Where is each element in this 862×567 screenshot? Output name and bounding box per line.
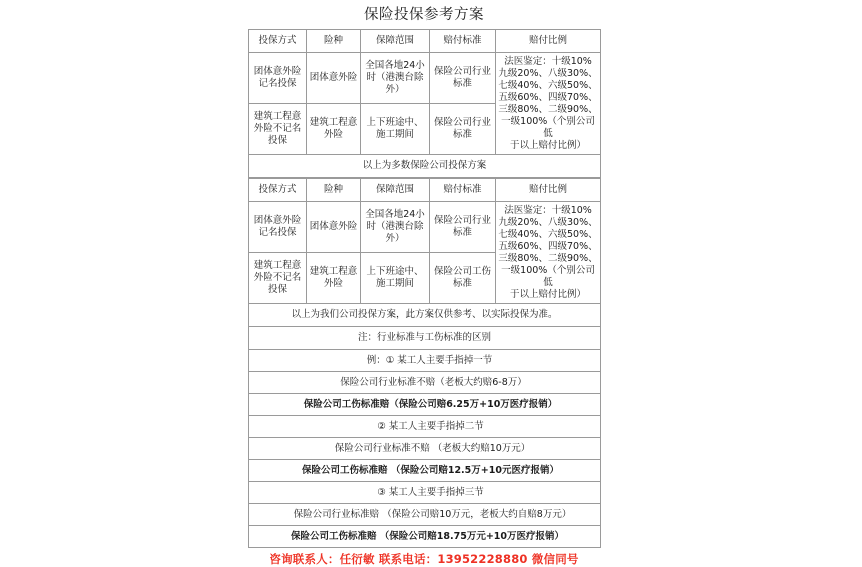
cell-insurance-type: 建筑工程意外险 bbox=[307, 253, 361, 304]
page-title: 保险投保参考方案 bbox=[364, 7, 484, 23]
example-text: 保险公司工伤标准赔（保险公司赔6.25万+10万医疗报销） bbox=[249, 394, 601, 416]
ratio-line: 七级40%、六级50%、 bbox=[498, 228, 598, 240]
example-text: 保险公司行业标准赔 （保险公司赔10万元，老板大约自赔8万元） bbox=[249, 504, 601, 526]
example-text: 例：① 某工人主要手指掉一节 bbox=[249, 350, 601, 372]
cell-coverage: 全国各地24小时（港澳台除外） bbox=[361, 202, 430, 253]
th-coverage: 保障范围 bbox=[361, 30, 430, 53]
insurance-plan-table-two bbox=[248, 178, 601, 548]
table-row bbox=[249, 53, 601, 104]
cell-method: 团体意外险记名投保 bbox=[249, 53, 307, 104]
ratio-line: 三级80%、二级90%、 bbox=[498, 103, 598, 115]
cell-method: 建筑工程意外险不记名投保 bbox=[249, 104, 307, 155]
note-row-one bbox=[249, 155, 601, 178]
ratio-line: 九级20%、八级30%、 bbox=[498, 216, 598, 228]
th-standard: 赔付标准 bbox=[430, 179, 496, 202]
th-method: 投保方式 bbox=[249, 30, 307, 53]
example-row bbox=[249, 460, 601, 482]
example-row bbox=[249, 372, 601, 394]
example-text: 保险公司行业标准不赔（老板大约赔6-8万） bbox=[249, 372, 601, 394]
ratio-line: 法医鉴定：十级10% bbox=[504, 55, 592, 67]
ratio-line: 法医鉴定：十级10% bbox=[504, 204, 592, 216]
example-text: 保险公司行业标准不赔 （老板大约赔10万元） bbox=[249, 438, 601, 460]
cell-standard: 保险公司行业标准 bbox=[430, 104, 496, 155]
insurance-plan-table-one bbox=[248, 29, 601, 178]
th-standard: 赔付标准 bbox=[430, 30, 496, 53]
document-body bbox=[248, 0, 600, 567]
example-row bbox=[249, 394, 601, 416]
cell-standard: 保险公司行业标准 bbox=[430, 202, 496, 253]
cell-insurance-type: 团体意外险 bbox=[307, 53, 361, 104]
ratio-line: 七级40%、六级50%、 bbox=[498, 79, 598, 91]
ratio-line: 九级20%、八级30%、 bbox=[498, 67, 598, 79]
note-text-three: 注：行业标准与工伤标准的区别 bbox=[249, 327, 601, 350]
note-text-one: 以上为多数保险公司投保方案 bbox=[249, 155, 601, 178]
ratio-line: 一级100%（个别公司低 bbox=[501, 264, 595, 288]
th-insurance-type: 险种 bbox=[307, 179, 361, 202]
cell-ratio-merged bbox=[496, 53, 601, 155]
ratio-line-last: 于以上赔付比例） bbox=[509, 288, 586, 300]
contact-footer: 咨询联系人：任衍敏 联系电话：13952228880 微信同号 bbox=[269, 552, 579, 566]
th-ratio: 赔付比例 bbox=[496, 30, 601, 53]
cell-coverage: 上下班途中、施工期间 bbox=[361, 253, 430, 304]
ratio-line: 一级100%（个别公司低 bbox=[501, 115, 595, 139]
example-row bbox=[249, 350, 601, 372]
th-coverage: 保障范围 bbox=[361, 179, 430, 202]
cell-standard: 保险公司工伤标准 bbox=[430, 253, 496, 304]
note-text-two: 以上为我们公司投保方案，此方案仅供参考、以实际投保为准。 bbox=[249, 304, 601, 327]
table-two-header-row bbox=[249, 179, 601, 202]
cell-coverage: 上下班途中、施工期间 bbox=[361, 104, 430, 155]
ratio-line: 五级60%、四级70%、 bbox=[498, 91, 598, 103]
th-ratio: 赔付比例 bbox=[496, 179, 601, 202]
ratio-line: 三级80%、二级90%、 bbox=[498, 252, 598, 264]
ratio-line-last: 于以上赔付比例） bbox=[509, 139, 586, 151]
cell-method: 建筑工程意外险不记名投保 bbox=[249, 253, 307, 304]
table-row bbox=[249, 202, 601, 253]
example-row bbox=[249, 526, 601, 548]
note-row-three bbox=[249, 327, 601, 350]
example-row bbox=[249, 416, 601, 438]
example-row bbox=[249, 482, 601, 504]
cell-ratio-merged bbox=[496, 202, 601, 304]
th-insurance-type: 险种 bbox=[307, 30, 361, 53]
cell-insurance-type: 团体意外险 bbox=[307, 202, 361, 253]
note-row-two bbox=[249, 304, 601, 327]
example-text: ③ 某工人主要手指掉三节 bbox=[249, 482, 601, 504]
th-method: 投保方式 bbox=[249, 179, 307, 202]
table-one-header-row bbox=[249, 30, 601, 53]
example-text: 保险公司工伤标准赔 （保险公司赔12.5万+10元医疗报销） bbox=[249, 460, 601, 482]
example-row bbox=[249, 438, 601, 460]
example-text: ② 某工人主要手指掉二节 bbox=[249, 416, 601, 438]
example-text: 保险公司工伤标准赔 （保险公司赔18.75万元+10万医疗报销） bbox=[249, 526, 601, 548]
cell-method: 团体意外险记名投保 bbox=[249, 202, 307, 253]
cell-insurance-type: 建筑工程意外险 bbox=[307, 104, 361, 155]
cell-coverage: 全国各地24小时（港澳台除外） bbox=[361, 53, 430, 104]
cell-standard: 保险公司行业标准 bbox=[430, 53, 496, 104]
example-row bbox=[249, 504, 601, 526]
ratio-line: 五级60%、四级70%、 bbox=[498, 240, 598, 252]
